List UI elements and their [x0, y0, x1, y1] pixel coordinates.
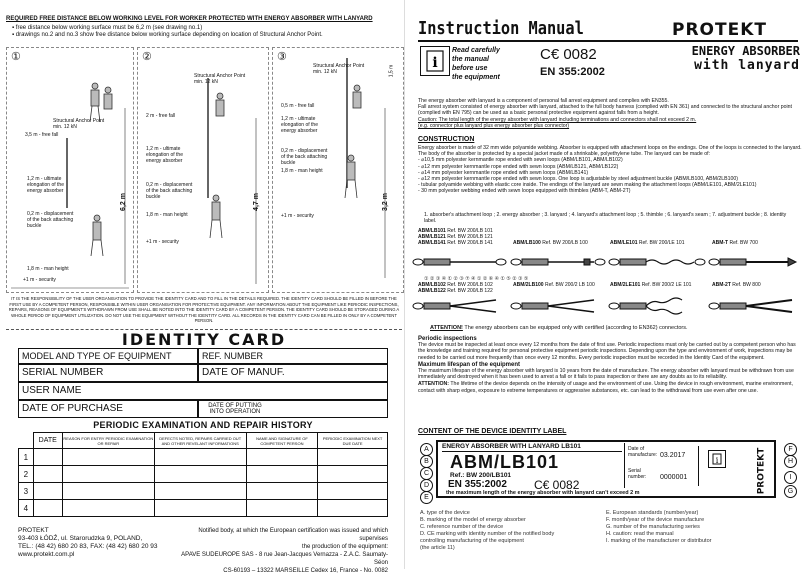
label-line1: ENERGY ABSORBER WITH LANYARD LB101 [442, 443, 581, 450]
construction-title: CONSTRUCTION [418, 136, 475, 143]
marker-d: D [420, 479, 433, 492]
label-model: ABM/LB101 [450, 452, 560, 472]
marker-b: B [420, 455, 433, 468]
table-row[interactable]: 2 [19, 466, 388, 483]
identity-card-title: IDENTITY CARD [121, 330, 287, 349]
fig3-elongation: 1,2 m - ultimate elongation of the energy absorber [281, 116, 318, 134]
col-next-due: PERIODIC EXAMINATION NEXT DUE DATE [318, 433, 388, 449]
fig1-security: +1 m - security [23, 277, 56, 283]
label-ref: Ref.: BW 200/LB101 [450, 472, 512, 479]
label-legend-left: A. type of the device B. marking of the model of energy absorber C. reference number of the device D. CE marking with identity number of the notified body controlling manufacturing of the equipment (the article 11) [420, 510, 555, 551]
fig2-man-height: 1,8 m - man height [146, 212, 188, 218]
product-name: ENERGY ABSORBER with lanyard [691, 44, 800, 73]
product-lb102: ABM/LB102 Ref. BW 200/LB 102 ABM/LB122 Ref. BW 200/LB 122 [418, 282, 493, 294]
marker-i: I [784, 471, 797, 484]
fig2-anchor: Structural Anchor Point min. 12 kN [194, 73, 246, 85]
col-defects: DEFECTS NOTED, REPAIRS CARRIED OUT AND OTHER REVELANT INFORMATIONS [154, 433, 246, 449]
field-putting-date[interactable]: DATE OF PUTTING INTO OPERATION [198, 400, 388, 418]
fig3-displacement: 0,2 m - displacement of the back attaching buckle [281, 148, 328, 166]
label-date-label: Date of manufacture: [628, 446, 658, 458]
fig1-man-height: 1,8 m - man height [27, 266, 69, 272]
fig2-security: +1 m - security [146, 239, 179, 245]
fig1-free-fall: 3,5 m - free fall [25, 132, 59, 138]
marker-c: C [420, 467, 433, 480]
lanyard-drawings-row2 [408, 294, 804, 324]
fig3-free-fall: 0,5 m - free fall [281, 103, 315, 109]
fig2-free-fall: 2 m - free fall [146, 113, 176, 119]
label-legend-right: E. European standards (number/year) F. month/year of the device manufacture G. number of the manufacturing series H. caution: read the manual I. marking of the manufacturer or distributor [606, 510, 712, 544]
title-rule [418, 40, 798, 42]
field-purchase-date[interactable]: DATE OF PURCHASE [18, 400, 198, 418]
free-distance-header: REQUIRED FREE DISTANCE BELOW WORKING LEVEL FOR WORKER PROTECTED WITH ENERGY ABSORBER WITH LANYARD [6, 16, 373, 22]
marker-e: E [420, 491, 433, 504]
bullet-1: ▪ free distance below working surface must be 6,2 m (see drawing no.1) [12, 25, 203, 31]
marker-a: A [420, 443, 433, 456]
label-standard: EN 355:2002 [448, 479, 507, 490]
history-table [18, 432, 388, 517]
field-user-name[interactable]: USER NAME [18, 382, 388, 400]
bullet-list [12, 25, 402, 39]
company-address: PROTEKT 93-403 ŁÓDŹ, ul. Starorudzka 9, POLAND, TEL.: (48 42) 680 20 83, FAX: (48 42) 680 20 93 www.protekt.com.pl [18, 527, 158, 558]
lanyard-drawings-row1 [408, 248, 804, 278]
fig3-man-height: 1,8 m - man height [281, 168, 323, 174]
field-model[interactable]: MODEL AND TYPE OF EQUIPMENT [18, 348, 198, 364]
attention-connectors: ATTENTION! The energy absorbers can be equipped only with certified (according to EN362) connectors. [430, 325, 688, 331]
label-date: 03.2017 [660, 452, 686, 459]
fig3-total: 3,2 m [381, 193, 389, 211]
page-fold [404, 0, 405, 569]
label-book-icon [708, 450, 726, 468]
marker-f: F [784, 443, 797, 456]
product-2le101: ABM/2LE101 Ref. BW 200/2 LE 101 [610, 282, 692, 288]
ce-mark: C€ 0082 [540, 46, 597, 63]
table-row[interactable]: 4 [19, 500, 388, 517]
field-serial[interactable]: SERIAL NUMBER [18, 364, 198, 382]
col-reason: REASON FOR ENTRY PERIODIC EXAMINATION OR REPAIR [62, 433, 154, 449]
standard: EN 355:2002 [540, 66, 605, 78]
field-ref-number[interactable]: REF. NUMBER [198, 348, 388, 364]
label-brand: PROTEKT [756, 447, 767, 495]
label-max-length: the maximum length of the energy absorber with lanyard can't exceed 2 m [446, 490, 640, 496]
marker-g: G [784, 485, 797, 498]
figure-1-number: ① [11, 51, 21, 63]
fig2-displacement: 0,2 m - displacement of the back attaching buckle [146, 182, 193, 200]
identity-card-notice: IT IS THE RESPONSIBILITY OF THE USER ORGANISATION TO PROVIDE THE IDENTITY CARD AND TO FILL IN THE DETAILS REQUIRED. THE IDENTITY CARD SHOULD BE FILLED IN BEFORE THE FIRST USE BY A COMPETENT PERSON, RESPONSIBLE WITHIN USER ORGANISATION FOR PROTECTIVE EQUIPMENT. ANY INFORMATION ABOUT THE EQUIPMENT LIKE PERIODIC INSPECTIONS, REPAIRS, REASONS OF EQUIPMENT'S WITHDRAWN FROM USE SHALL BE NOTED INTO THE IDENTITY CARD BY A COMPETENT PERSON. THE IDENTITY CARD SHOULD BE STORAGED DURING A WHOLE PERIOD OF EQUIPMENT UTILIZATION. DO NOT USE THE EQUIPMENT WITHOUT THE IDENTITY CARD. ALL RECORDS IN THE IDENTITY CARD CAN BE FILLED IN ONLY BY A COMPETENT PERSON. [8, 296, 400, 323]
figure-1-drawing [7, 48, 133, 292]
construction-text: Energy absorber is made of 32 mm wide polyamide webbing. Absorber is equipped with attachment loops on the endings. One of the loops is connected to the lanyard. The body of the absorber is protected by a special jacket made of a shrinkable, polyethylene tube. The lanyard can be made of: - ⌀10,5 mm polyester kernmantle rope ended with sewn loops (ABM/LB101, ABM/LB102) - ⌀12 mm polyester kernmantle rope ended with sewn loops (ABM/LB121, ABM/LB122) - ⌀14 mm polyester kernmantle rope ended with sewn loops (ABM/LB141) - ⌀12 mm polyester kernmantle rope ended with sewn loops. One loop is adjustable by steel adjustment buckle (ABM/LB100, ABM/2LB100) - tubular polyamide webbing with elastic core inside. The endings of the lanyard are sewn making the attachment loops (ABM/LE101, ABM/2LE101) - 30 mm polyester webbing ended with sewn loops equipped with thimbles (ABM-T, ABM-2T) [418, 145, 802, 195]
product-abm-t: ABM-T Ref. BW 700 [712, 240, 758, 246]
col-signature: NAME AND SIGNATURE OF COMPETENT PERSON [246, 433, 318, 449]
fig3-security: +1 m - security [281, 213, 314, 219]
figure-1 [6, 47, 134, 293]
figure-3-number: ③ [277, 51, 287, 63]
fig2-total: 4,7 m [252, 193, 260, 211]
figure-2-number: ② [142, 51, 152, 63]
read-carefully: Read carefully the manual before use the equipment [452, 47, 500, 81]
fig1-total: 6,2 m [119, 193, 127, 211]
fig3-anchor: Structural Anchor Point min. 12 kN [313, 63, 365, 75]
label-ce: C€ 0082 [534, 478, 580, 492]
table-row[interactable]: 3 [19, 483, 388, 500]
brand-logo: PROTEKT [672, 20, 767, 40]
fig1-elongation: 1,2 m - ultimate elongation of the energy absorber [27, 176, 64, 194]
product-2lb100: ABM/2LB100 Ref. BW 200/2 LB 100 [513, 282, 595, 288]
fig1-displacement: 0,2 m - displacement of the back attaching buckle [27, 211, 74, 229]
periodic-section: Periodic inspections The device must be inspected at least once every 12 months from the date of first use. Periodic inspections must only be carried out by a competent person who has the knowledge and training required for personal protective equipment periodic inspections. Depending upon the type and environment of work, inspections may be needed to be carried out more frequently than once every 12 months. Every periodic inspection must be recorded in the Identity Card of the equipment. Maximum lifespan of the equipment The maximum lifespan of the energy absorber with lanyard is 10 years from the date of manufacture. The energy absorber with lanyard must be withdrawn from use immediately and destroyed when it has been used to arrest a fall or it fails to pass inspection or there are any doubts as to its reliability. ATTENTION: The lifetime of the device depends on the intensity of usage and the environment of use. Using the device in rough environment, marine environment, contact with sharp edges, exposure to extreme temperatures or aggressive substances, etc. can lead to the withdrawal from use even after one use. [418, 336, 796, 394]
product-le101: ABM/LE101 Ref. BW 200/LE 101 [610, 240, 685, 246]
product-lb100: ABM/LB100 Ref. BW 200/LB 100 [513, 240, 588, 246]
marker-h: H [784, 455, 797, 468]
book-info-icon [709, 451, 725, 467]
identity-label [436, 440, 776, 498]
manual-icon [420, 46, 450, 76]
fig2-elongation: 1,2 m - ultimate elongation of the energy absorber [146, 146, 183, 164]
figure-2 [137, 47, 269, 293]
fig1-anchor: Structural Anchor Point min. 12 kN [53, 118, 105, 130]
bullet-2: ▪ drawings no.2 and no.3 show free distance below working surface depending on location of Structural Anchor Point. [12, 32, 323, 38]
svg-text:i: i [432, 55, 438, 71]
fig3-top: 1,5 m [388, 64, 395, 78]
field-date-manuf[interactable]: DATE OF MANUF. [198, 364, 388, 382]
notified-body: Notified body, at which the European certification was issued and which supervises the production of the equipment: APAVE SUDEUROPE SAS - 8 rue Jean-Jacques Vernazza - Z.A.C. Saumaty-Séon CS-60193 – 13322 MARSEILLE Cedex 16, France - No. 0082 [181, 528, 388, 574]
book-info-icon [421, 47, 449, 75]
manual-title: Instruction Manual [418, 18, 584, 39]
label-section-title: CONTENT OF THE DEVICE IDENTITY LABEL [418, 428, 567, 435]
part-numbers-row1: ① ② ③ ④ ① ② ③ ⑦ ④ ① ② ⑥ ④ ① ⑤ ② ③ ⑤ [424, 276, 529, 282]
product-lb101: ABM/LB101 Ref. BW 200/LB 101 ABM/LB121 Ref. BW 200/LB 121 ABM/LB141 Ref. BW 200/LB 141 [418, 228, 493, 246]
intro-text: The energy absorber with lanyard is a component of personal fall arrest equipment and complies with EN355. Fall arrest system consisted of energy absorber with lanyard, attached to the full body harness (complied with EN 361) and connected to the structural anchor point (complied with EN 795) can be used as a basic personal protective equipment against falls from a height. Caution: The total length of the energy absorber with lanyard including terminations and connectors shall not exceed 2 m. (e.g. connector plus lanyard plus energy absorber plus connector) [418, 98, 792, 129]
svg-text:i: i [715, 456, 719, 465]
figure-3 [272, 47, 404, 293]
table-row[interactable]: 1 [19, 449, 388, 466]
history-title: PERIODIC EXAMINATION AND REPAIR HISTORY [93, 420, 313, 430]
label-serial-label: Serial number: [628, 468, 647, 480]
label-serial: 0000001 [660, 474, 688, 481]
product-abm-2t: ABM-2T Ref. BW 800 [712, 282, 761, 288]
parts-legend: 1. absorber's attachment loop ; 2. energy absorber ; 3. lanyard ; 4. lanyard's attachment loop ; 5. thimble ; 6. lanyard's seam ; 7. adjustment buckle ; 8. identity label. [424, 212, 787, 225]
col-date: DATE [33, 433, 62, 449]
